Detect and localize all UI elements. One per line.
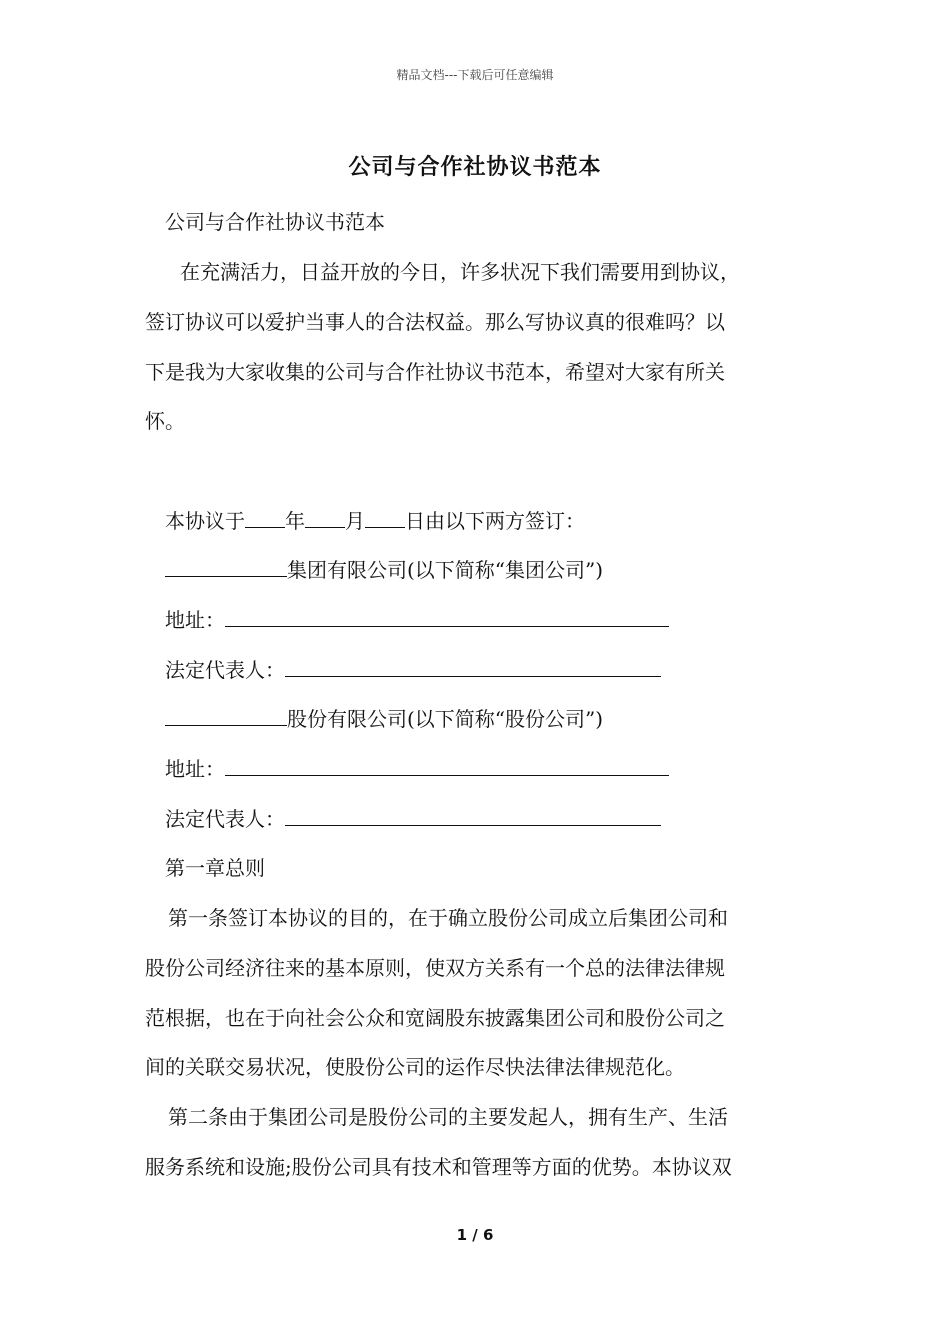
intro-line-4: 怀。 (145, 409, 185, 433)
party2-rep-line (165, 805, 835, 833)
intro-line-2: 签订协议可以爱护当事人的合法权益。那么写协议真的很难吗？以 (145, 310, 725, 334)
article2-line-1: 第二条由于集团公司是股份公司的主要发起人，拥有生产、生活 (168, 1105, 728, 1129)
month-label: 月 (345, 509, 365, 533)
party1-rep-blank (285, 656, 661, 677)
intro-line-3: 下是我为大家收集的公司与合作社协议书范本，希望对大家有所关 (145, 360, 725, 384)
party1-name-blank (165, 556, 287, 577)
intro-line-1: 在充满活力，日益开放的今日，许多状况下我们需要用到协议， (180, 260, 740, 284)
party1-address-blank (225, 606, 669, 627)
year-label: 年 (285, 509, 305, 533)
article2-line-2: 服务系统和设施;股份公司具有技术和管理等方面的优势。本协议双 (145, 1155, 732, 1179)
day-suffix: 日由以下两方签订： (405, 509, 585, 533)
party1-name-suffix: 集团有限公司(以下简称“集团公司”) (287, 558, 604, 582)
party1-rep-label: 法定代表人： (165, 658, 285, 682)
party1-rep-line (165, 656, 835, 684)
party2-name-line (165, 705, 835, 733)
sign-date-prefix: 本协议于 (165, 509, 245, 533)
article1-line-1: 第一条签订本协议的目的，在于确立股份公司成立后集团公司和 (168, 906, 728, 930)
party2-rep-label: 法定代表人： (165, 807, 285, 831)
day-blank (365, 507, 405, 528)
chapter-heading: 第一章总则 (165, 856, 265, 880)
party2-rep-blank (285, 805, 661, 826)
party1-address-line (165, 606, 835, 634)
article1-line-3: 范根据，也在于向社会公众和宽阔股东披露集团公司和股份公司之 (145, 1006, 725, 1030)
party1-address-label: 地址： (165, 608, 225, 632)
party2-name-blank (165, 705, 287, 726)
year-blank (245, 507, 285, 528)
page-number: 1 / 6 (456, 1226, 494, 1244)
article1-line-2: 股份公司经济往来的基本原则，使双方关系有一个总的法律法律规 (145, 956, 725, 980)
document-title: 公司与合作社协议书范本 (348, 154, 602, 180)
article1-line-4: 间的关联交易状况，使股份公司的运作尽快法律法律规范化。 (145, 1055, 685, 1079)
party2-address-line (165, 755, 835, 783)
party2-name-suffix: 股份有限公司(以下简称“股份公司”) (287, 707, 604, 731)
month-blank (305, 507, 345, 528)
party1-name-line (165, 556, 835, 584)
party2-address-blank (225, 755, 669, 776)
page-header: 精品文档---下载后可任意编辑 (396, 68, 554, 82)
party2-address-label: 地址： (165, 757, 225, 781)
document-subtitle: 公司与合作社协议书范本 (165, 210, 385, 234)
sign-date-line (165, 507, 835, 535)
